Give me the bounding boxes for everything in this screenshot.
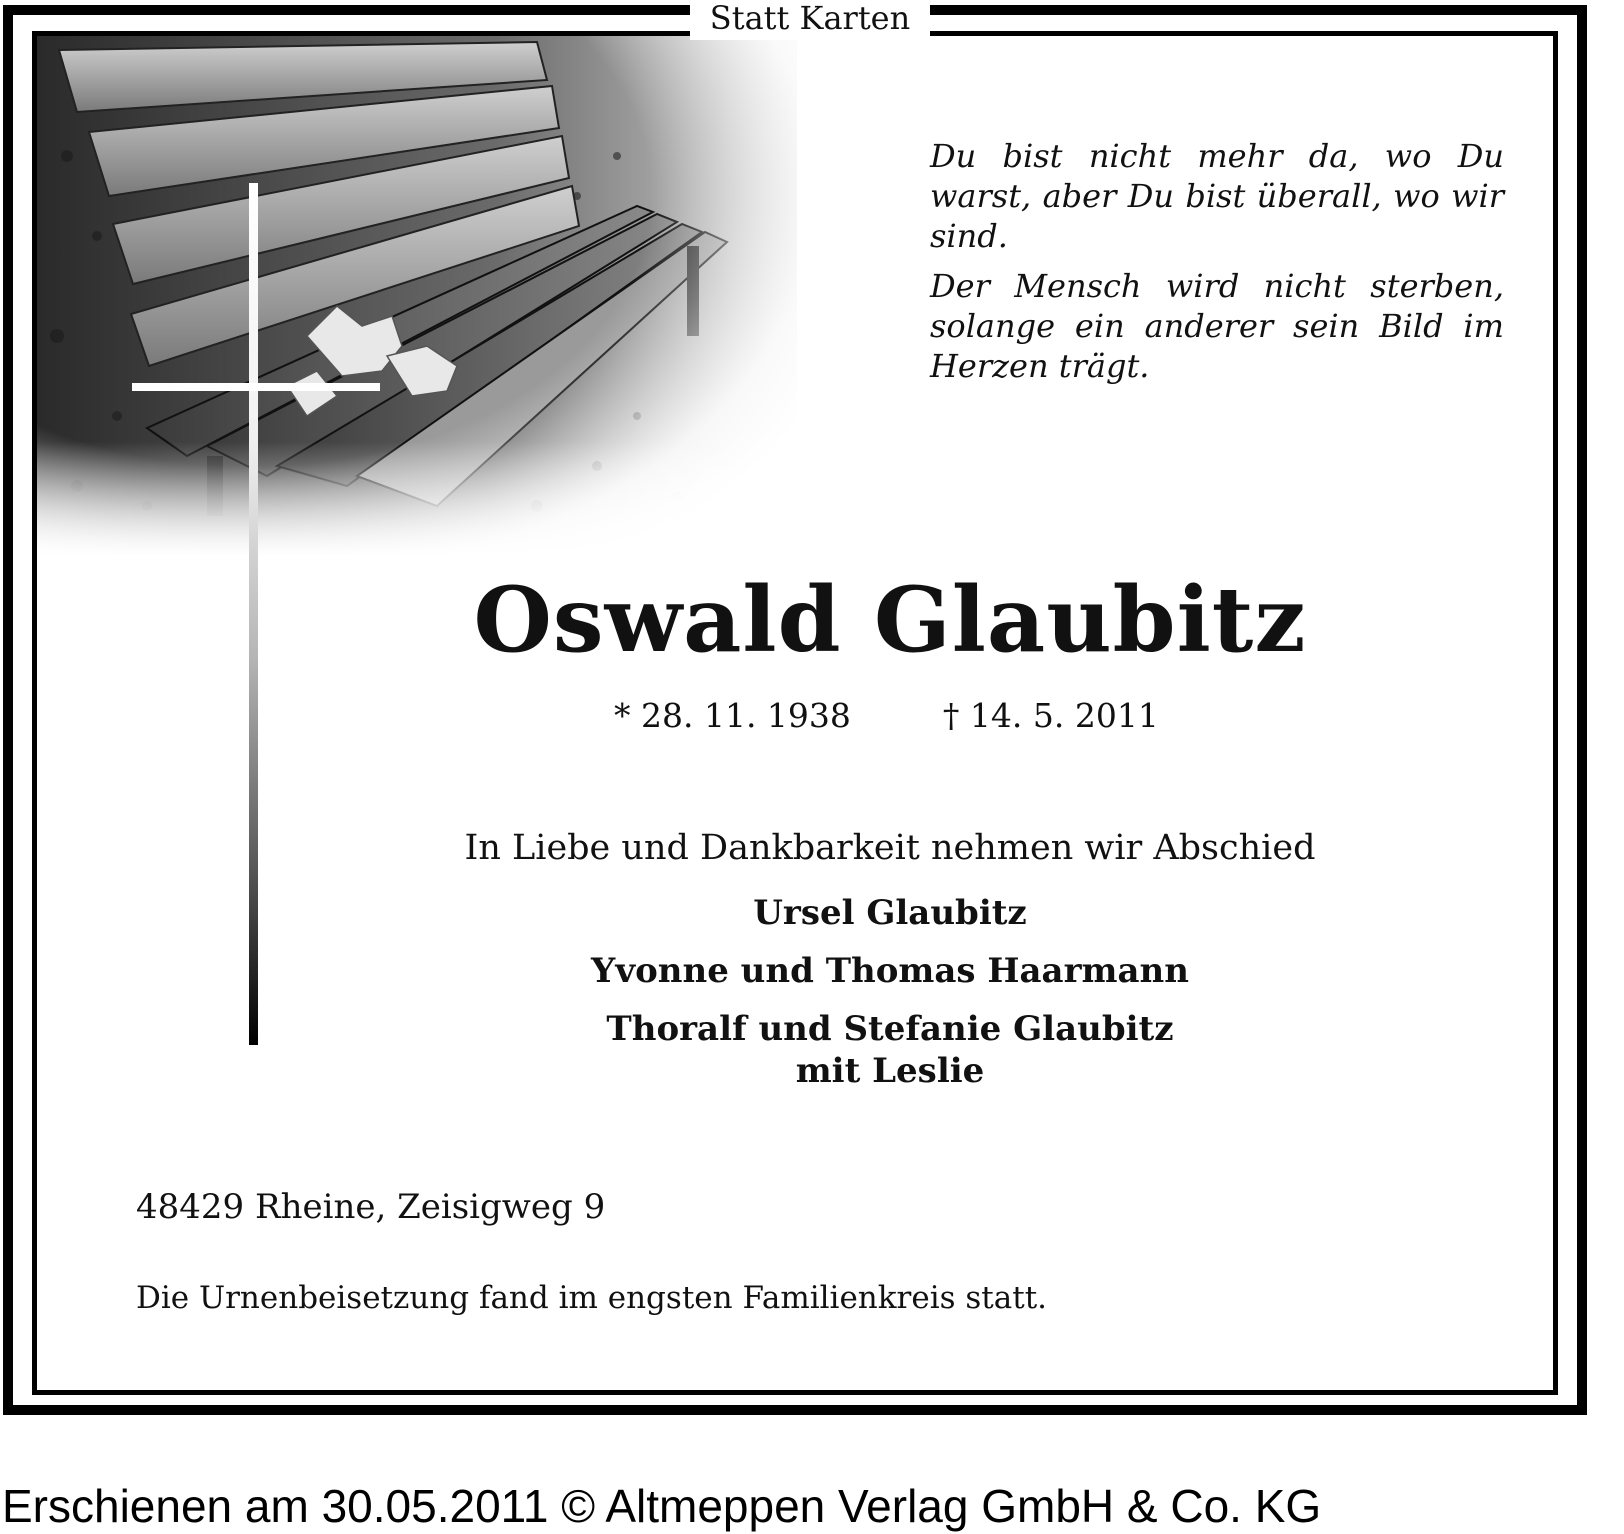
bench-with-autumn-leaves-photo <box>37 36 797 556</box>
header-label: Statt Karten <box>690 0 930 40</box>
cross-crossbar <box>132 383 380 391</box>
poem-verse-2: Der Mensch wird nicht sterben, solange ein anderer sein Bild im Herzen trägt. <box>930 267 1504 385</box>
mourner-name: Thoralf und Stefanie Glaubitz <box>606 1009 1174 1049</box>
death-date: † 14. 5. 2011 <box>942 696 1159 735</box>
life-dates <box>614 696 1159 736</box>
birth-date: * 28. 11. 1938 <box>614 696 851 735</box>
publication-footer: Erschienen am 30.05.2011 © Altmeppen Verlag GmbH & Co. KG <box>2 1480 1322 1532</box>
mourner-name: mit Leslie <box>795 1051 985 1091</box>
deceased-name: Oswald Glaubitz <box>473 567 1307 673</box>
poem-verse-1: Du bist nicht mehr da, wo Du warst, aber Du bist überall, wo wir sind. <box>930 137 1504 255</box>
burial-note: Die Urnenbeisetzung fand im engsten Familienkreis statt. <box>136 1280 1048 1316</box>
mourner-name: Ursel Glaubitz <box>753 893 1027 933</box>
farewell-line: In Liebe und Dankbarkeit nehmen wir Abschied <box>464 828 1316 868</box>
poem <box>930 136 1504 396</box>
mourner-name: Yvonne und Thomas Haarmann <box>591 951 1189 991</box>
address: 48429 Rheine, Zeisigweg 9 <box>136 1187 606 1227</box>
bench-photo <box>37 36 797 556</box>
